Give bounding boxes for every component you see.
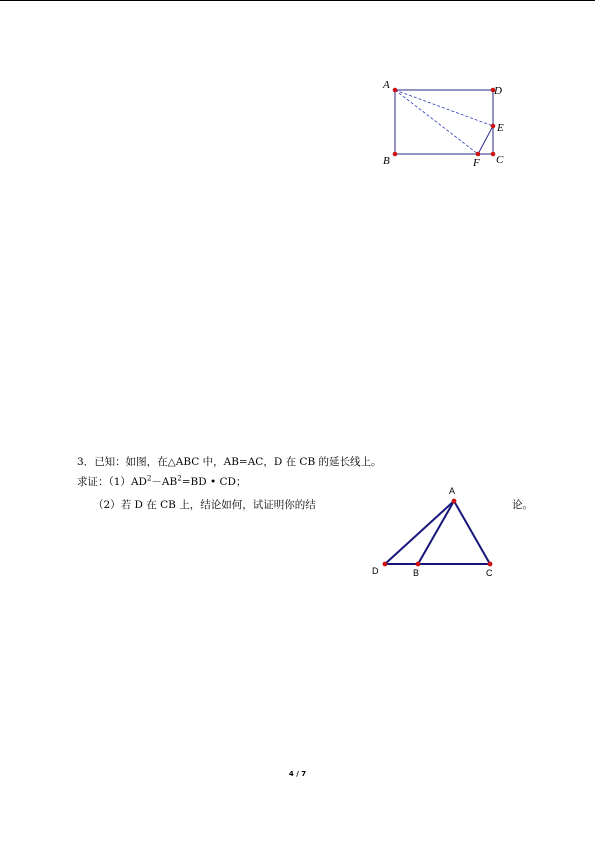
- point-f: [476, 152, 481, 157]
- part-1-ad: AD: [130, 476, 147, 488]
- point-b: [393, 152, 398, 157]
- label-c: C: [486, 568, 493, 578]
- label-b: B: [383, 155, 390, 167]
- part-1-rest: =BD • CD；: [181, 476, 247, 488]
- statement-text: 已知：如图，在△ABC 中，AB=AC，D 在 CB 的延长线上。: [94, 456, 382, 468]
- problem-3-statement: [77, 455, 382, 469]
- problem-3-part-2-tail: [512, 498, 533, 512]
- top-rule: [0, 0, 595, 1]
- point-c: [491, 152, 496, 157]
- segment-af: [395, 90, 478, 154]
- part-1-label: （1）: [108, 476, 131, 488]
- point-a: [452, 499, 457, 504]
- figure-triangle-abc: [368, 484, 508, 584]
- label-e: E: [497, 122, 504, 134]
- problem-3-part-2: [93, 498, 316, 512]
- part-1-square-2: 2: [177, 474, 182, 483]
- label-c: C: [496, 154, 504, 166]
- page-number: 4 / 7: [288, 770, 307, 778]
- label-b: B: [413, 568, 420, 578]
- point-d: [383, 562, 388, 567]
- problem-number: 3．: [77, 456, 95, 468]
- label-a: A: [449, 486, 456, 496]
- part-1-minus-ab: －AB: [151, 476, 178, 488]
- label-d: D: [372, 566, 379, 576]
- segment-ac: [454, 501, 490, 564]
- part-2-tail: 论。: [512, 499, 533, 511]
- label-d: D: [494, 85, 502, 97]
- point-b: [416, 562, 421, 567]
- label-a: A: [383, 79, 390, 91]
- point-e: [491, 124, 496, 129]
- segment-ef: [478, 126, 493, 154]
- problem-3-part-1: [77, 475, 246, 489]
- segment-ad: [385, 501, 454, 564]
- label-f: F: [473, 157, 480, 169]
- prove-label: 求证：: [77, 476, 109, 488]
- point-c: [488, 562, 493, 567]
- segment-ab: [418, 501, 454, 564]
- figure-rectangle-abcd: [370, 74, 520, 174]
- part-2-text: （2）若 D 在 CB 上，结论如何，试证明你的结: [93, 499, 316, 511]
- segment-ae: [395, 90, 493, 126]
- point-a: [393, 88, 398, 93]
- part-1-square-1: 2: [146, 474, 152, 483]
